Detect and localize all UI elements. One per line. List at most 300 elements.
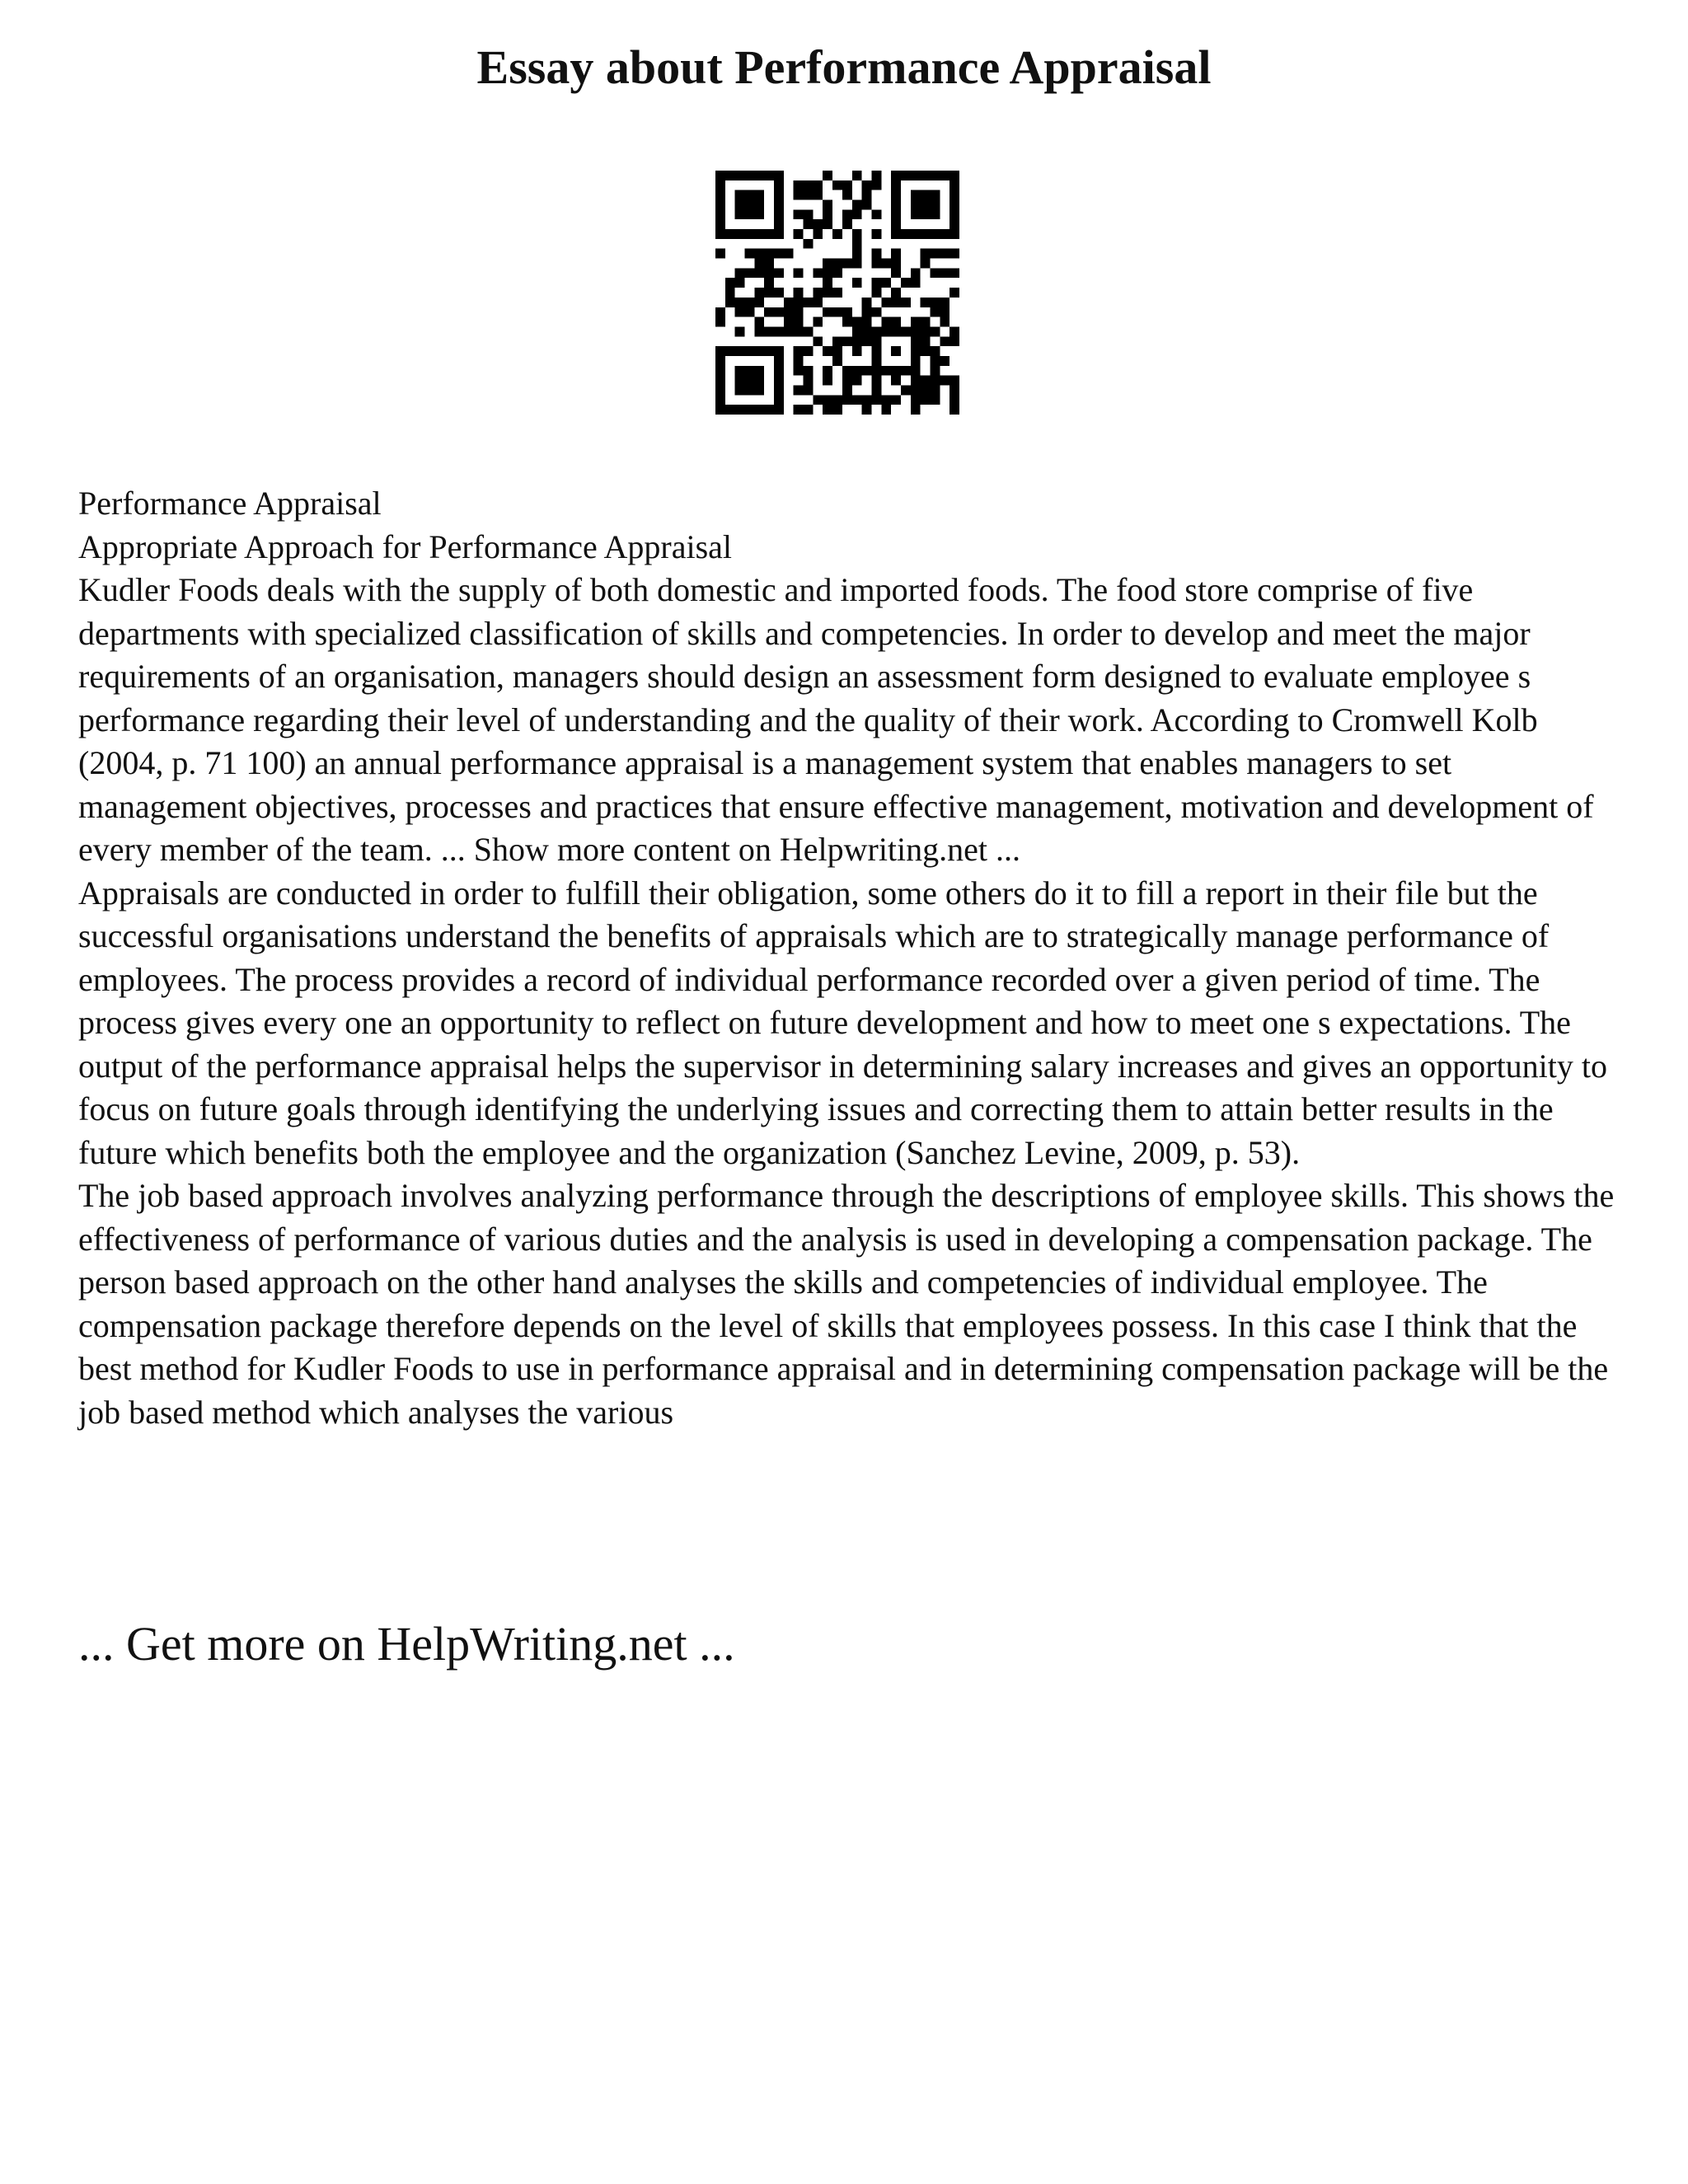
- qr-module: [930, 209, 940, 219]
- qr-module: [871, 209, 881, 219]
- qr-module: [921, 326, 931, 336]
- qr-module: [871, 259, 881, 269]
- qr-module: [754, 326, 764, 336]
- qr-module: [921, 209, 931, 219]
- qr-module: [921, 249, 931, 259]
- qr-module: [745, 268, 755, 278]
- qr-module: [804, 219, 814, 229]
- qr-module: [794, 229, 804, 239]
- qr-module: [871, 171, 881, 180]
- qr-module: [871, 376, 881, 386]
- qr-module: [950, 395, 959, 405]
- qr-module: [930, 249, 940, 259]
- qr-module: [774, 366, 784, 376]
- qr-module: [950, 219, 959, 229]
- qr-module: [891, 171, 901, 180]
- qr-module: [862, 200, 872, 210]
- qr-module: [842, 307, 852, 317]
- qr-module: [735, 326, 745, 336]
- qr-module: [901, 385, 911, 395]
- qr-module: [804, 209, 814, 219]
- qr-module: [852, 366, 862, 376]
- qr-module: [911, 278, 921, 288]
- qr-module: [715, 356, 725, 366]
- qr-module: [930, 307, 940, 317]
- qr-module: [891, 376, 901, 386]
- qr-module: [784, 298, 794, 307]
- qr-module: [804, 298, 814, 307]
- qr-module: [735, 229, 745, 239]
- qr-module: [784, 249, 794, 259]
- qr-module: [891, 259, 901, 269]
- qr-module: [804, 405, 814, 415]
- qr-module: [852, 171, 862, 180]
- qr-module: [891, 288, 901, 298]
- qr-module: [813, 298, 823, 307]
- qr-module: [715, 180, 725, 190]
- qr-module: [774, 405, 784, 415]
- qr-module: [842, 190, 852, 200]
- qr-module: [911, 171, 921, 180]
- qr-module: [901, 298, 911, 307]
- qr-module: [774, 200, 784, 210]
- qr-module: [950, 326, 959, 336]
- qr-module: [911, 229, 921, 239]
- qr-module: [891, 219, 901, 229]
- paragraph-2: Appraisals are conducted in order to fulfill their obligation, some others do it to fill a report in their file but the successful organisations understand the benefits of appraisals which are to strategically manage performance of employees. The process provides a record of individual performance recorded over a given period of time. The process gives every one an opportunity to reflect on future development and how to meet one s expectations. The output of the performance appraisal helps the supervisor in determining salary increases and gives an opportunity to focus on future goals through identifying the underlying issues and correcting them to attain better results in the future which benefits both the employee and the organization (Sanchez Levine, 2009, p. 53).: [78, 874, 1608, 1171]
- qr-module: [921, 190, 931, 200]
- qr-module: [745, 209, 755, 219]
- qr-module: [794, 356, 804, 366]
- qr-module: [950, 376, 959, 386]
- qr-module: [940, 336, 950, 346]
- qr-module: [794, 209, 804, 219]
- qr-module: [774, 395, 784, 405]
- qr-module: [911, 356, 921, 366]
- qr-module: [715, 209, 725, 219]
- qr-module: [871, 326, 881, 336]
- qr-module: [871, 366, 881, 376]
- document-title: Essay about Performance Appraisal: [476, 40, 1212, 94]
- qr-module: [725, 171, 735, 180]
- qr-module: [735, 405, 745, 415]
- qr-module: [950, 405, 959, 415]
- qr-module: [930, 171, 940, 180]
- qr-module: [794, 346, 804, 356]
- qr-module: [823, 219, 832, 229]
- qr-code-icon: [715, 171, 959, 415]
- qr-module: [745, 171, 755, 180]
- qr-module: [842, 376, 852, 386]
- qr-module: [881, 259, 891, 269]
- qr-module: [823, 171, 832, 180]
- qr-module: [940, 171, 950, 180]
- get-more-link[interactable]: ... Get more on HelpWriting.net ...: [78, 1617, 735, 1671]
- qr-module: [774, 356, 784, 366]
- qr-module: [891, 326, 901, 336]
- qr-module: [754, 385, 764, 395]
- qr-module: [784, 317, 794, 327]
- qr-module: [813, 395, 823, 405]
- qr-module: [891, 180, 901, 190]
- qr-module: [735, 171, 745, 180]
- qr-module: [774, 171, 784, 180]
- qr-module: [950, 190, 959, 200]
- qr-module: [842, 366, 852, 376]
- qr-module: [911, 346, 921, 356]
- qr-module: [794, 405, 804, 415]
- qr-module: [754, 190, 764, 200]
- qr-module: [745, 366, 755, 376]
- qr-module: [715, 405, 725, 415]
- qr-module: [940, 317, 950, 327]
- qr-module: [930, 395, 940, 405]
- qr-module: [794, 326, 804, 336]
- qr-module: [921, 229, 931, 239]
- qr-module: [774, 249, 784, 259]
- qr-module: [842, 336, 852, 346]
- qr-module: [764, 326, 774, 336]
- qr-module: [823, 366, 832, 376]
- qr-module: [794, 190, 804, 200]
- qr-module: [871, 336, 881, 346]
- qr-module: [901, 326, 911, 336]
- qr-module: [891, 298, 901, 307]
- qr-module: [794, 180, 804, 190]
- qr-module: [891, 395, 901, 405]
- paragraph-1: Kudler Foods deals with the supply of both domestic and imported foods. The food store comprise of five departments with specialized classification of skills and competencies. In order to develop and meet the major requirements of an organisation, managers should design an assessment form designed to evaluate employee s performance regarding their level of understanding and the quality of their work. According to Cromwell Kolb (2004, p. 71 100) an annual performance appraisal is a management system that enables managers to set management objectives, processes and practices that ensure effective management, motivation and development of every member of the team. ... Show more content on Helpwriting.net ...: [78, 571, 1594, 868]
- qr-module: [774, 326, 784, 336]
- qr-module: [813, 336, 823, 346]
- qr-module: [813, 317, 823, 327]
- qr-module: [871, 307, 881, 317]
- qr-module: [852, 317, 862, 327]
- qr-module: [852, 336, 862, 346]
- qr-module: [715, 219, 725, 229]
- qr-module: [754, 229, 764, 239]
- qr-module: [871, 180, 881, 190]
- qr-module: [940, 298, 950, 307]
- qr-module: [930, 268, 940, 278]
- qr-module: [754, 249, 764, 259]
- qr-module: [774, 385, 784, 395]
- qr-module: [715, 307, 725, 317]
- qr-module: [715, 376, 725, 386]
- qr-module: [804, 190, 814, 200]
- qr-module: [725, 229, 735, 239]
- qr-module: [813, 180, 823, 190]
- qr-module: [871, 288, 881, 298]
- qr-module: [735, 190, 745, 200]
- qr-module: [764, 268, 774, 278]
- qr-module: [871, 346, 881, 356]
- qr-module: [735, 209, 745, 219]
- qr-module: [764, 307, 774, 317]
- qr-module: [754, 405, 764, 415]
- qr-module: [745, 229, 755, 239]
- qr-module: [794, 366, 804, 376]
- qr-module: [823, 268, 832, 278]
- qr-module: [930, 346, 940, 356]
- qr-module: [784, 307, 794, 317]
- qr-module: [784, 326, 794, 336]
- qr-module: [745, 346, 755, 356]
- qr-module: [735, 298, 745, 307]
- qr-module: [901, 366, 911, 376]
- qr-code-graphic: [715, 171, 959, 415]
- qr-module: [735, 366, 745, 376]
- qr-module: [921, 336, 931, 346]
- qr-module: [794, 268, 804, 278]
- qr-module: [823, 346, 832, 356]
- qr-module: [852, 278, 862, 288]
- qr-module: [940, 268, 950, 278]
- qr-module: [852, 326, 862, 336]
- qr-module: [930, 200, 940, 210]
- qr-module: [725, 346, 735, 356]
- qr-module: [745, 307, 755, 317]
- qr-module: [764, 346, 774, 356]
- qr-module: [725, 405, 735, 415]
- qr-module: [804, 326, 814, 336]
- essay-body: [78, 482, 1628, 1434]
- qr-module: [794, 385, 804, 395]
- qr-module: [891, 200, 901, 210]
- qr-module: [794, 298, 804, 307]
- qr-module: [823, 209, 832, 219]
- qr-module: [852, 376, 862, 386]
- qr-module: [715, 385, 725, 395]
- qr-module: [891, 190, 901, 200]
- qr-module: [950, 200, 959, 210]
- qr-module: [881, 326, 891, 336]
- qr-module: [921, 259, 931, 269]
- qr-module: [832, 405, 842, 415]
- qr-module: [754, 209, 764, 219]
- qr-module: [852, 259, 862, 269]
- qr-module: [881, 278, 891, 288]
- qr-module: [804, 366, 814, 376]
- qr-module: [774, 190, 784, 200]
- qr-module: [871, 229, 881, 239]
- qr-module: [842, 180, 852, 190]
- qr-module: [774, 307, 784, 317]
- qr-module: [745, 298, 755, 307]
- qr-module: [764, 229, 774, 239]
- qr-module: [881, 366, 891, 376]
- qr-module: [911, 209, 921, 219]
- qr-module: [715, 229, 725, 239]
- qr-module: [862, 326, 872, 336]
- qr-module: [804, 239, 814, 249]
- qr-module: [891, 249, 901, 259]
- qr-module: [832, 288, 842, 298]
- qr-module: [940, 376, 950, 386]
- qr-module: [842, 385, 852, 395]
- qr-module: [735, 385, 745, 395]
- qr-module: [842, 209, 852, 219]
- qr-module: [862, 190, 872, 200]
- qr-module: [940, 229, 950, 239]
- qr-module: [735, 268, 745, 278]
- qr-module: [911, 317, 921, 327]
- qr-module: [921, 200, 931, 210]
- qr-module: [725, 288, 735, 298]
- qr-module: [832, 268, 842, 278]
- section-heading: Performance Appraisal: [78, 485, 382, 522]
- qr-module: [725, 278, 735, 288]
- qr-module: [930, 356, 940, 366]
- qr-module: [774, 219, 784, 229]
- qr-module: [774, 268, 784, 278]
- qr-module: [725, 298, 735, 307]
- qr-module: [804, 385, 814, 395]
- qr-module: [823, 278, 832, 288]
- qr-module: [832, 356, 842, 366]
- qr-module: [911, 268, 921, 278]
- qr-module: [754, 288, 764, 298]
- qr-module: [764, 259, 774, 269]
- qr-module: [930, 385, 940, 395]
- qr-module: [804, 376, 814, 386]
- qr-module: [832, 346, 842, 356]
- qr-module: [754, 376, 764, 386]
- qr-module: [891, 317, 901, 327]
- qr-module: [930, 298, 940, 307]
- qr-module: [774, 346, 784, 356]
- qr-module: [950, 209, 959, 219]
- qr-module: [852, 395, 862, 405]
- qr-module: [921, 376, 931, 386]
- qr-module: [852, 249, 862, 259]
- qr-module: [715, 171, 725, 180]
- qr-module: [745, 249, 755, 259]
- qr-module: [715, 366, 725, 376]
- qr-module: [832, 229, 842, 239]
- qr-module: [862, 317, 872, 327]
- qr-module: [813, 190, 823, 200]
- qr-module: [823, 376, 832, 386]
- qr-module: [745, 376, 755, 386]
- qr-module: [774, 288, 784, 298]
- qr-module: [842, 259, 852, 269]
- qr-module: [891, 209, 901, 219]
- qr-module: [871, 356, 881, 366]
- qr-module: [862, 336, 872, 346]
- qr-module: [852, 239, 862, 249]
- qr-module: [881, 317, 891, 327]
- qr-module: [862, 298, 872, 307]
- qr-module: [950, 249, 959, 259]
- qr-module: [911, 385, 921, 395]
- qr-module: [804, 180, 814, 190]
- qr-module: [901, 278, 911, 288]
- qr-module: [852, 346, 862, 356]
- qr-module: [921, 346, 931, 356]
- qr-module: [813, 288, 823, 298]
- qr-module: [754, 366, 764, 376]
- qr-module: [715, 346, 725, 356]
- qr-module: [813, 219, 823, 229]
- qr-module: [950, 229, 959, 239]
- qr-module: [735, 278, 745, 288]
- qr-module: [774, 180, 784, 190]
- qr-module: [862, 180, 872, 190]
- qr-module: [950, 336, 959, 346]
- qr-module: [774, 209, 784, 219]
- qr-module: [950, 180, 959, 190]
- qr-module: [842, 219, 852, 229]
- qr-module: [715, 317, 725, 327]
- qr-module: [715, 200, 725, 210]
- qr-module: [832, 395, 842, 405]
- paragraph-3: The job based approach involves analyzing performance through the descriptions of employee skills. This shows the effectiveness of performance of various duties and the analysis is used in developing a compensation package. The person based approach on the other hand analyses the skills and competencies of individual employee. The compensation package therefore depends on the level of skills that employees possess. In this case I think that the best method for Kudler Foods to use in performance appraisal and in determining compensation package will be the job based method which analyses the various: [78, 1177, 1615, 1431]
- section-subheading: Appropriate Approach for Performance Appraisal: [78, 527, 733, 565]
- qr-module: [823, 200, 832, 210]
- qr-module: [764, 288, 774, 298]
- qr-module: [754, 259, 764, 269]
- qr-module: [823, 288, 832, 298]
- qr-module: [764, 278, 774, 288]
- qr-module: [813, 229, 823, 239]
- qr-module: [745, 200, 755, 210]
- qr-module: [891, 229, 901, 239]
- qr-module: [921, 298, 931, 307]
- qr-module: [832, 307, 842, 317]
- qr-module: [823, 307, 832, 317]
- qr-module: [764, 249, 774, 259]
- qr-module: [832, 259, 842, 269]
- qr-module: [794, 288, 804, 298]
- qr-module: [823, 405, 832, 415]
- qr-module: [735, 376, 745, 386]
- qr-module: [930, 366, 940, 376]
- qr-module: [745, 385, 755, 395]
- qr-module: [764, 405, 774, 415]
- qr-module: [842, 317, 852, 327]
- qr-module: [911, 190, 921, 200]
- qr-module: [745, 190, 755, 200]
- qr-module: [911, 326, 921, 336]
- qr-module: [930, 190, 940, 200]
- qr-module: [940, 307, 950, 317]
- qr-module: [871, 249, 881, 259]
- qr-module: [940, 356, 950, 366]
- qr-module: [715, 190, 725, 200]
- qr-module: [871, 385, 881, 395]
- qr-module: [881, 298, 891, 307]
- qr-module: [754, 268, 764, 278]
- qr-module: [862, 366, 872, 376]
- qr-module: [764, 171, 774, 180]
- qr-module: [930, 376, 940, 386]
- qr-module: [911, 200, 921, 210]
- qr-module: [921, 385, 931, 395]
- qr-module: [891, 268, 901, 278]
- qr-module: [823, 395, 832, 405]
- qr-module: [911, 395, 921, 405]
- qr-module: [813, 268, 823, 278]
- qr-module: [735, 307, 745, 317]
- qr-module: [715, 395, 725, 405]
- qr-module: [911, 366, 921, 376]
- qr-module: [940, 249, 950, 259]
- qr-module: [921, 317, 931, 327]
- qr-module: [774, 229, 784, 239]
- qr-module: [832, 336, 842, 346]
- qr-module: [832, 180, 842, 190]
- qr-module: [930, 229, 940, 239]
